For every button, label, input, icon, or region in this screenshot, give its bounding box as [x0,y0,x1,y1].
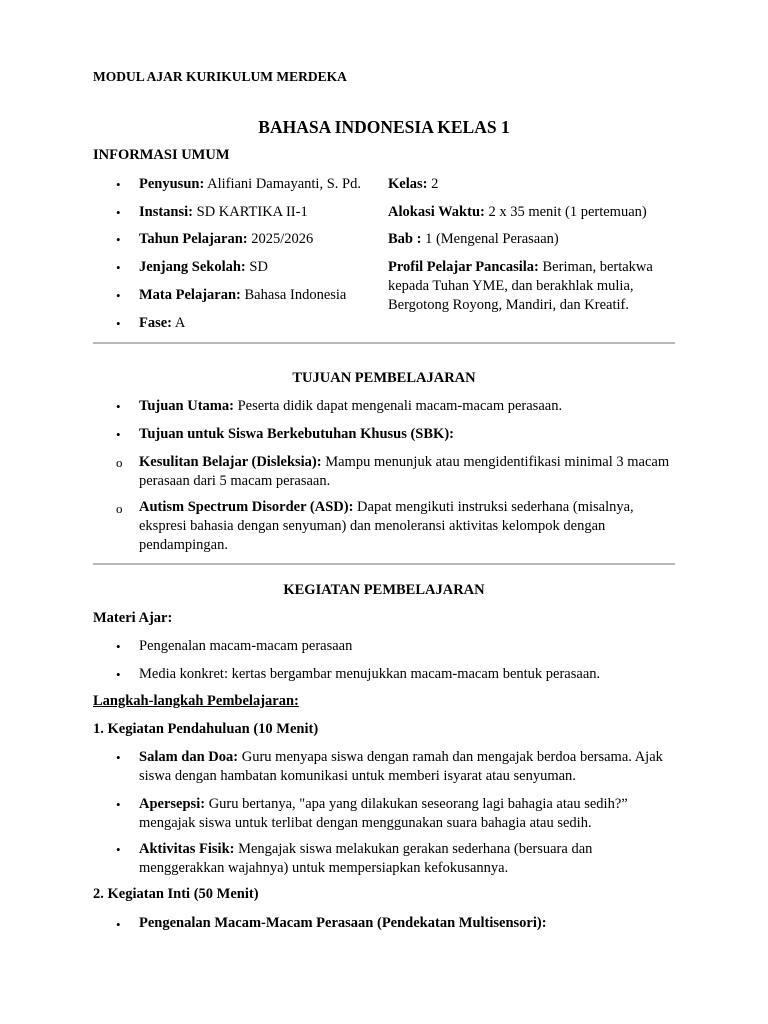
tujuan-label: Tujuan untuk Siswa Berkebutuhan Khusus (SBK): [139,426,454,442]
bullet-icon: • [116,288,121,303]
inti-label-text: Pengenalan Macam-Macam Perasaan (Pendekatan Multisensori): [139,915,547,931]
info-item-bab [388,230,559,249]
materi-ajar-label: Materi Ajar: [93,610,173,626]
kegiatan-heading: KEGIATAN PEMBELAJARAN [283,582,485,598]
info-label: Penyusun: [139,176,205,192]
pendahuluan-label-text: Apersepsi: [139,796,206,812]
info-value: A [172,315,186,331]
tujuan-sub-value: Mampu menunjuk atau mengidentifikasi minimal 3 macam perasaan dari 5 macam perasaan. [139,454,670,489]
bullet-icon: • [116,797,121,812]
pendahuluan-value: Mengajak siswa melakukan gerakan sederhana (bersuara dan menggerakkan wajahnya) untuk mempersiapkan kefokusannya. [139,841,593,876]
info-item-alokasi-waktu [388,203,647,222]
pendahuluan-label-text: Salam dan Doa: [139,749,239,765]
bullet-icon: • [116,427,121,442]
info-value: Beriman, bertakwa kepada Tuhan YME, dan berakhlak mulia, Bergotong Royong, Mandiri, dan Kreatif. [388,259,653,313]
document-header: MODUL AJAR KURIKULUM MERDEKA [93,69,347,84]
info-value: 1 (Mengenal Perasaan) [421,231,559,247]
tujuan-sub-item-disleksia [139,453,679,491]
info-label: Fase: [139,315,173,331]
tujuan-heading: TUJUAN PEMBELAJARAN [292,370,476,386]
bullet-icon: • [116,667,121,682]
section-divider [93,563,675,565]
tujuan-sub-label: Kesulitan Belajar (Disleksia): [139,454,322,470]
bullet-icon: • [116,399,121,414]
bullet-icon: • [116,842,121,857]
info-value: 2 [427,176,439,192]
tujuan-label: Tujuan Utama: [139,398,234,414]
info-value: SD [245,259,268,275]
sub-bullet-icon: o [116,455,123,470]
materi-text: Media konkret: kertas bergambar menujukkan macam-macam bentuk perasaan. [139,666,601,682]
pendahuluan-item-salam [139,748,679,786]
info-label: Kelas: [388,176,428,192]
inti-label: 2. Kegiatan Inti (50 Menit) [93,886,259,902]
info-label: Bab : [388,231,422,247]
bullet-icon: • [116,917,121,932]
info-value: Alifiani Damayanti, S. Pd. [204,176,361,192]
info-label: Instansi: [139,204,193,220]
pendahuluan-value: Guru bertanya, "apa yang dilakukan seseorang lagi bahagia atau sedih?” mengajak siswa untuk terlibat dengan menggunakan suara bahagia atau sedih. [139,796,628,831]
bullet-icon: • [116,177,121,192]
pendahuluan-label: 1. Kegiatan Pendahuluan (10 Menit) [93,721,319,737]
bullet-icon: • [116,260,121,275]
tujuan-sub-value: Dapat mengikuti instruksi sederhana (misalnya, ekspresi bahasia dengan senyuman) dan menoleransi aktivitas kelompok dengan pendampingan. [139,499,634,553]
langkah-label [93,692,299,711]
pendahuluan-item-apersepsi [139,795,679,833]
bullet-icon: • [116,639,121,654]
info-label: Jenjang Sekolah: [139,259,246,275]
info-value: 2 x 35 menit (1 pertemuan) [484,204,647,220]
informasi-umum-heading: INFORMASI UMUM [93,147,230,163]
bullet-icon: • [116,232,121,247]
pendahuluan-label-text: Aktivitas Fisik: [139,841,235,857]
info-item-profil-pelajar [388,258,680,315]
materi-text: Pengenalan macam-macam perasaan [139,638,353,654]
info-label: Tahun Pelajaran: [139,231,248,247]
bullet-icon: • [116,750,121,765]
sub-bullet-icon: o [116,501,123,516]
section-divider [93,342,675,344]
info-label: Mata Pelajaran: [139,287,241,303]
info-value: SD KARTIKA II-1 [193,204,308,220]
inti-item-pengenalan [139,914,679,933]
tujuan-sub-label: Autism Spectrum Disorder (ASD): [139,499,354,515]
info-value: Bahasa Indonesia [240,287,347,303]
pendahuluan-value: Guru menyapa siswa dengan ramah dan mengajak berdoa bersama. Ajak siswa dengan hambatan komunikasi untuk memberi isyarat atau senyuman. [139,749,663,784]
pendahuluan-item-aktivitas-fisik [139,840,679,878]
info-label: Alokasi Waktu: [388,204,485,220]
document-title: BAHASA INDONESIA KELAS 1 [258,117,510,137]
bullet-icon: • [116,316,121,331]
bullet-icon: • [116,205,121,220]
tujuan-value: Peserta didik dapat mengenali macam-macam perasaan. [233,398,563,414]
tujuan-sub-item-asd [139,498,679,555]
info-value: 2025/2026 [247,231,314,247]
info-label: Profil Pelajar Pancasila: [388,259,539,275]
info-item-kelas [388,175,438,194]
langkah-label-text: Langkah-langkah Pembelajaran: [93,693,299,709]
